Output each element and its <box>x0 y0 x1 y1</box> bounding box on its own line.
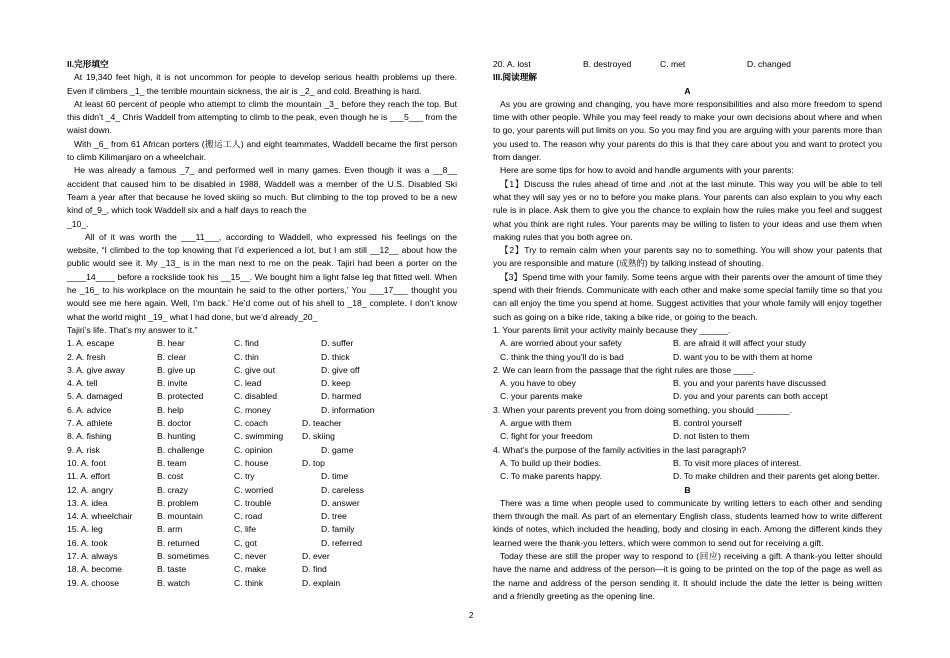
option-a: 15. A. leg <box>67 524 103 535</box>
question-1-options-cd <box>493 351 882 364</box>
option-a: A. you have to obey <box>500 378 576 389</box>
cloze-paragraph-4: He was already a famous _7_ and performed well in many games. Even though it was a __8__ accident that caused him to be disabled in 1988, Waddell was a member of the U.S. Disabled Ski Team a year after that because he loved skiing so much. But climbing to the top proved to be a new kind of_9_, which took Waddell six and a half days to reach the <box>67 165 457 216</box>
option-d: D. answer <box>321 497 360 508</box>
option-a: 9. A. risk <box>67 444 100 455</box>
option-c: C. swimming <box>234 431 284 442</box>
option-a: A. are worried about your safety <box>500 338 622 349</box>
option-a: 6. A. advice <box>67 404 112 415</box>
option-b: B. control yourself <box>673 418 742 429</box>
option-b: B. arm <box>157 524 183 535</box>
option-c: C. your parents make <box>500 391 583 402</box>
option-row-1 <box>67 337 457 350</box>
option-b: B. help <box>157 404 184 415</box>
option-d: D. want you to be with them at home <box>673 351 813 362</box>
option-row-13 <box>67 497 457 510</box>
option-a: A. To build up their bodies. <box>500 457 602 468</box>
option-c: C. got <box>234 537 257 548</box>
option-c: C. road <box>234 511 263 522</box>
option-b: B. watch <box>157 577 190 588</box>
option-b: B. challenge <box>157 444 205 455</box>
passage-a-tip-2: 【2】Try to remain calm when your parents say no to something. You will show your patents that you are responsible and mature (成熟的) by talking instead of shouting. <box>493 245 882 269</box>
option-b: B. cost <box>157 471 184 482</box>
option-b: B. problem <box>157 497 199 508</box>
option-a: 7. A. athlete <box>67 418 113 429</box>
option-d: D. thick <box>321 351 350 362</box>
cloze-options <box>67 337 457 590</box>
option-row-4 <box>67 377 457 390</box>
option-d: D. teacher <box>302 418 342 429</box>
option-b: B. taste <box>157 564 187 575</box>
option-row-5 <box>67 390 457 403</box>
option-b: B. invite <box>157 378 188 389</box>
option-a: 4. A. tell <box>67 378 98 389</box>
option-row-16 <box>67 537 457 550</box>
option-row-15 <box>67 523 457 536</box>
option-d: D. find <box>302 564 327 575</box>
option-a: 17. A. always <box>67 550 118 561</box>
option-row-11 <box>67 470 457 483</box>
question-3-options-ab <box>493 417 882 430</box>
question-4-options-ab <box>493 457 882 470</box>
option-a: 18. A. become <box>67 564 122 575</box>
right-column <box>493 58 882 603</box>
option-c: C. house <box>234 457 269 468</box>
option-c: C. think <box>234 577 264 588</box>
option-a: A. argue with them <box>500 418 572 429</box>
passage-a-paragraph-2: Here are some tips for how to avoid and handle arguments with your parents: <box>500 165 794 176</box>
option-a: 5. A. damaged <box>67 391 123 402</box>
option-d: D. referred <box>321 537 363 548</box>
option-d: D. skiing <box>302 431 335 442</box>
option-d: D. time <box>321 471 349 482</box>
option-b: B. team <box>157 457 187 468</box>
option-b: B. hunting <box>157 431 196 442</box>
option-d: D. careless <box>321 484 364 495</box>
option-c: C. lead <box>234 378 262 389</box>
option-d: D. To make children and their parents get along better. <box>673 471 880 482</box>
option-b: B. hear <box>157 338 185 349</box>
option-b: B. destroyed <box>583 59 632 69</box>
option-a: 10. A. foot <box>67 457 106 468</box>
option-c: C. disabled <box>234 391 277 402</box>
option-c: C. coach <box>234 418 268 429</box>
option-c: C. give out <box>234 364 276 375</box>
passage-b-paragraph-1: There was a time when people used to communicate by writing letters to each other and sending them through the mail. As part of an elementary English class, students learned how to write different kinds of notes, which included the heading, body and closing in each. Among the different kinds they learned were the thank-you letters, which were common to send out for receiving a gift. <box>493 497 882 548</box>
option-d: D. harmed <box>321 391 362 402</box>
option-d: D. keep <box>321 378 351 389</box>
option-a: 11. A. effort <box>67 471 111 482</box>
option-row-8 <box>67 430 457 443</box>
option-a: 3. A. give away <box>67 364 125 375</box>
option-row-18 <box>67 563 457 576</box>
option-a: 20. A. lost <box>493 59 531 69</box>
option-b: B. doctor <box>157 418 192 429</box>
option-row-19 <box>67 577 457 590</box>
option-b: B. give up <box>157 364 196 375</box>
section-a-title: A <box>684 85 691 96</box>
option-d: D. changed <box>747 59 791 69</box>
option-d: D. suffer <box>321 338 354 349</box>
question-2-stem: 2. We can learn from the passage that the right rules are those ____. <box>493 364 756 375</box>
option-b: B. crazy <box>157 484 189 495</box>
option-b: B. returned <box>157 537 200 548</box>
cloze-paragraph-1: At 19,340 feet high, it is not uncommon for people to develop serious health problems up there. Even if climbers _1_ the terrible mountain sickness, the air is _2_ and cold. Breathing is hard. <box>67 72 457 96</box>
option-row-14 <box>67 510 457 523</box>
passage-b-paragraph-2: Today these are still the proper way to respond to (回应) receiving a gift. A thank-you letter should have the name and address of the person—it is going to be printed on the top of the page as well as the name and address of the person sending it. It should include the date the letter is being written and a friendly greeting as the opening line. <box>493 550 882 601</box>
option-row-12 <box>67 484 457 497</box>
option-a: 19. A. choose <box>67 577 120 588</box>
question-4-stem: 4. What’s the purpose of the family activities in the last paragraph? <box>493 444 747 455</box>
option-d: D. family <box>321 524 355 535</box>
option-a: 12. A. angry <box>67 484 113 495</box>
option-d: D. not listen to them <box>673 431 750 442</box>
option-c: C. never <box>234 550 267 561</box>
option-a: 2. A. fresh <box>67 351 106 362</box>
question-1-stem: 1. Your parents limit your activity mainly because they ______. <box>493 324 731 335</box>
option-c: C. thin <box>234 351 259 362</box>
option-d: D. information <box>321 404 375 415</box>
cloze-paragraph-4-end: _10_. <box>67 218 89 229</box>
cloze-heading: II.完形填空 <box>67 59 109 69</box>
option-b: B. mountain <box>157 511 203 522</box>
option-c: C. find <box>234 338 259 349</box>
cloze-paragraph-3: With _6_ from 61 African porters (搬运工人) and eight teammates, Waddell became the first person to climb Kilimanjaro on a wheelchair. <box>67 138 457 163</box>
reading-heading: III.阅读理解 <box>493 72 537 83</box>
option-a: 14. A. wheelchair <box>67 511 133 522</box>
option-a: 1. A. escape <box>67 338 115 349</box>
option-row-20 <box>493 58 882 71</box>
cloze-paragraph-5: All of it was worth the ___11___, according to Waddell, who expressed his feelings on the website, “I climbed to the top knowing that I’d experienced a lot, but I am still __12__ about how the public would see it. My _13_ is in the man next to me on the peak. Tajiri had been a porter on the ____14____ before a rockslide took his __15__. We bought him a light false leg that fitted well. When he _16_ to his workplace on the mountain he said to the other porters,’ You ___17___ thought you would see me here again. Well, I’m back.’ He’d come out of his shell to _18_ complete. I don’t know what the world might _19_ what I had done, but we’d already_20_ <box>67 231 457 322</box>
option-c: C. fight for your freedom <box>500 431 593 442</box>
page-number: 2 <box>469 611 474 620</box>
option-d: D. game <box>321 444 354 455</box>
option-row-10 <box>67 457 457 470</box>
passage-a-tip-1: 【1】Discuss the rules ahead of time and .not at the last minute. This way you will be able to tell what they will say yes or no to before you make plans. Your parents can also explain to you why each rule is in place. Ask them to give you the chance to explain how the rules make you feel and suggest what you think are right rules. Your parents may be willing to listen to your ideas and use them when making rules that you both agree on. <box>493 178 882 242</box>
question-2-options-cd <box>493 390 882 403</box>
option-c: C. To make parents happy. <box>500 471 602 482</box>
option-a: 8. A. fishing <box>67 431 112 442</box>
option-d: D. tree <box>321 511 347 522</box>
section-b-title: B <box>684 484 691 495</box>
option-d: D. give off <box>321 364 360 375</box>
option-c: C. life <box>234 524 256 535</box>
option-d: D. you and your parents can both accept <box>673 391 828 402</box>
passage-a-paragraph-1: As you are growing and changing, you have more responsibilities and also more freedom to spend time with other people. While you may feel ready to make your own decisions about where and when to go, your parents will put limits on you. So you may find you are arguing with your parents more than you used to. The reason why your parents do this is that they care about you and want to protect you from danger. <box>493 98 882 163</box>
option-c: C. worried <box>234 484 274 495</box>
option-c: C. trouble <box>234 497 272 508</box>
option-b: B. To visit more places of interest. <box>673 457 802 468</box>
option-row-9 <box>67 444 457 457</box>
cloze-paragraph-2: At least 60 percent of people who attempt to climb the mountain _3_ before they reach the top. But this didn’t _4_ Chris Waddell from attempting to climb to the peak, even though he is ___5___ from the waist down. <box>67 98 457 136</box>
option-row-7 <box>67 417 457 430</box>
cloze-paragraph-5-end: Tajiri’s life. That’s my answer to it.” <box>67 324 198 335</box>
option-b: B. are afraid it will affect your study <box>673 338 807 349</box>
option-c: C. opinion <box>234 444 273 455</box>
question-4-options-cd <box>493 470 882 483</box>
option-c: C. make <box>234 564 266 575</box>
question-3-options-cd <box>493 430 882 443</box>
option-c: C. met <box>660 59 686 69</box>
option-d: D. explain <box>302 577 341 588</box>
option-row-6 <box>67 404 457 417</box>
option-b: B. protected <box>157 391 204 402</box>
left-column <box>67 58 457 590</box>
option-c: C. think the thing you’ll do is bad <box>500 351 624 362</box>
option-d: D. ever <box>302 550 330 561</box>
passage-a-tip-3: 【3】Spend time with your family. Some teens argue with their parents over the amount of time they spend with their friends. Communicate with each other and make some special family time so that you can all enjoy the time you spend at home. Suggest activities that your whole family will enjoy together such as going on a bike ride, taking a bike ride, or going to the beach. <box>493 271 882 322</box>
option-row-3 <box>67 364 457 377</box>
question-1-options-ab <box>493 337 882 350</box>
option-b: B. you and your parents have discussed <box>673 378 826 389</box>
option-a: 13. A. idea <box>67 497 108 508</box>
option-b: B. clear <box>157 351 187 362</box>
option-row-2 <box>67 351 457 364</box>
option-d: D. top <box>302 457 325 468</box>
option-c: C. try <box>234 471 255 482</box>
option-b: B. sometimes <box>157 550 210 561</box>
option-row-17 <box>67 550 457 563</box>
question-3-stem: 3. When your parents prevent you from doing something, you should _______. <box>493 404 793 415</box>
option-c: C. money <box>234 404 271 415</box>
option-a: 16. A. took <box>67 537 108 548</box>
question-2-options-ab <box>493 377 882 390</box>
